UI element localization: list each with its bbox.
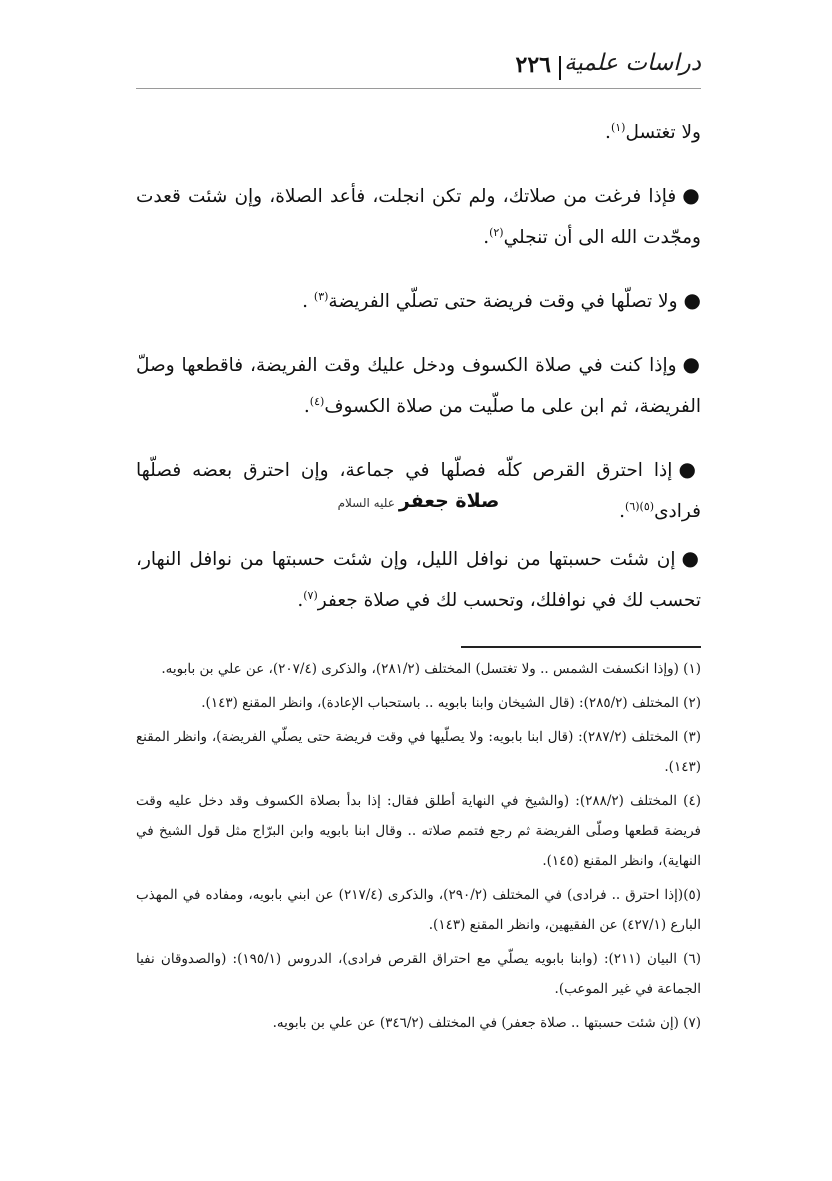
footnote-ref[interactable]: (٢) — [489, 225, 504, 239]
paragraph: ولا تغتسل$^{(١)}$. — [605, 120, 701, 143]
footnote: (٤) المختلف (٢٨٨/٢): (والشيخ في النهاية أطلق فقال: إذا بدأ بصلاة الكسوف وقد دخل عليه وقت فريضة قطعها وصلّى الفريضة ثم رجع فتمم صلاته .. وقال ابنا بابويه وابن البرّاج مثل قول الشيخ في النهاية)، وانظر المقنع (١٤٥). — [136, 793, 701, 869]
page-number: ٢٢٦ — [515, 52, 551, 78]
running-header — [136, 50, 701, 89]
section-title-text: صلاة جعفر — [398, 490, 500, 512]
footnote: (١) (وإذا انكسفت الشمس .. ولا تغتسل) المختلف (٢٨١/٢)، والذكرى (٢٠٧/٤)، عن علي بن بابويه. — [161, 661, 701, 677]
bullet-icon: ● — [681, 546, 701, 570]
footnote-ref[interactable]: (٥)(٦) — [625, 499, 655, 513]
footnote: (٣) المختلف (٢٨٧/٢): (قال ابنا بابويه: ولا يصلّيها في وقت فريضة حتى يصلّي الفريضة)، وانظر المقنع (١٤٣). — [136, 729, 701, 775]
main-text — [136, 112, 701, 532]
header-separator — [559, 56, 561, 80]
footnote: (٢) المختلف (٢٨٥/٢): (قال الشيخان وابنا بابويه .. باستحباب الإعادة)، وانظر المقنع (١٤٣). — [201, 695, 701, 711]
journal-title-logo: دراسات علمية — [564, 50, 701, 76]
section-text — [136, 538, 701, 621]
bullet-icon: ● — [678, 457, 701, 481]
section-heading — [136, 490, 701, 512]
paragraph: ●وإذا كنت في صلاة الكسوف ودخل عليك وقت الفريضة، فاقطعها وصلّ الفريضة، ثم ابن على ما صلّيت من صلاة الكسوف$^{(٤)}$. — [136, 352, 702, 417]
footnote-ref[interactable]: (٤) — [309, 394, 325, 408]
footnote: (٧) (إن شئت حسبتها .. صلاة جعفر) في المختلف (٣٤٦/٢) عن علي بن بابويه. — [272, 1015, 701, 1031]
bullet-icon: ● — [683, 288, 701, 312]
footnote: (٥)(إذا احترق .. فرادى) في المختلف (٢٩٠/٢)، والذكرى (٢١٧/٤) عن ابني بابويه، ومفاده في المهذب البارع (٤٢٧/١) عن الفقيهين، وانظر المقنع (١٤٣). — [136, 887, 702, 933]
paragraph: ●إن شئت حسبتها من نوافل الليل، وإن شئت حسبتها من نوافل النهار، تحسب لك في نوافلك، وتحسب لك في صلاة جعفر$^{(٧)}$. — [136, 546, 701, 611]
bullet-icon: ● — [682, 183, 702, 207]
paragraph: ●ولا تصلّها في وقت فريضة حتى تصلّي الفريضة$^{(٣)}$ . — [302, 288, 701, 312]
honorific-glyph: عليه السلام — [337, 496, 395, 510]
footnote-ref[interactable]: (٣) — [313, 289, 329, 303]
paragraph: ●إذا احترق القرص كلّه فصلّها في جماعة، وإن احترق بعضه فصلّها فرادى$^{(٥)(٦)}$. — [136, 457, 701, 522]
footnotes — [136, 654, 701, 1042]
paragraph: ●فإذا فرغت من صلاتك، ولم تكن انجلت، فأعد الصلاة، وإن شئت قعدت ومجّدت الله الى أن تنجلي$^{(٢)}$. — [136, 183, 702, 248]
footnote-divider — [461, 646, 701, 648]
footnote-ref[interactable]: (١) — [610, 120, 626, 134]
footnote-ref[interactable]: (٧) — [303, 588, 318, 602]
footnote: (٦) البيان (٢١١): (وابنا بابويه يصلّي مع احتراق القرص فرادى)، الدروس (١٩٥/١): (والصدوقان نفيا الجماعة في غير الموعب). — [136, 951, 701, 997]
bullet-icon: ● — [682, 352, 702, 376]
